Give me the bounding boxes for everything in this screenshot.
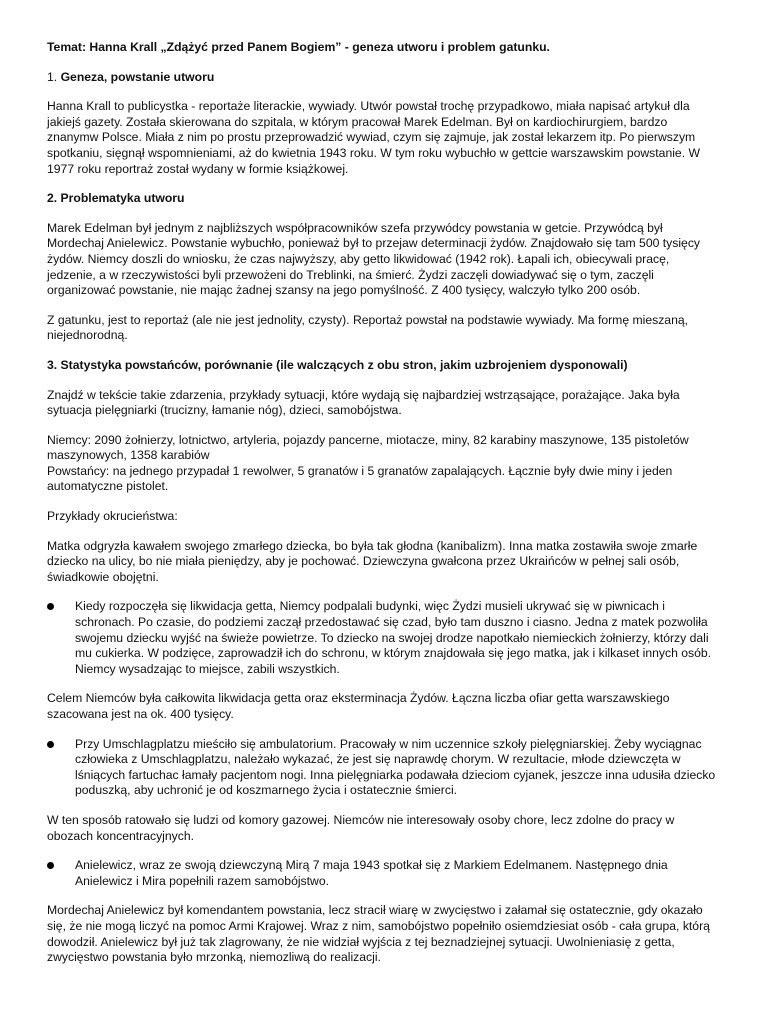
section-3-heading: 3. Statystyka powstańców, porównanie (ile walczących z obu stron, jakim uzbrojeniem dysponowali): [47, 357, 628, 372]
section-2-paragraph-1: Marek Edelman był jednym z najbliższych współpracowników szefa przywódcy powstania w getcie. Przywódcą był Mordechaj Anielewicz. Powstanie wybuchło, ponieważ był to przejaw determinacji żydów. Znajdowało się tam 500 tysięcy żydów. Niemcy doszli do wniosku, że czas najwyższy, aby getto likwidować (1942 rok). Łapali ich, obiecywali pracę, jedzenie, a w rzeczywistości byli przewożeni do Treblinki, na śmierć. Żydzi zaczęli dowiadywać się o tym, zaczęli organizować powstanie, nie mając żadnej szansy na jego pomyślność. Z 400 tysięcy, walczyło tylko 200 osób.: [47, 220, 701, 298]
section-2-paragraph-2: Z gatunku, jest to reportaż (ale nie jest jednolity, czysty). Reportaż powstał na podstawie wywiady. Ma formę mieszaną, niejednorodną.: [47, 312, 689, 343]
bullet-dot-icon: [47, 603, 54, 610]
germans-forces-text: Niemcy: 2090 żołnierzy, lotnictwo, artyleria, pojazdy pancerne, miotacze, miny, 82 karabiny maszynowe, 135 pistoletów maszynowych, 1358 karabiów: [47, 432, 689, 463]
bullet-dot-icon: [47, 741, 54, 748]
section-3-paragraph-1: Znajdź w tekście takie zdarzenia, przykłady sytuacji, które wydają się najbardziej wstrząsające, porażające. Jaka była sytuacja pielęgniarki (trucizny, łamanie nóg), dzieci, samobójstwa.: [47, 387, 680, 418]
section-2-heading: 2. Problematyka utworu: [47, 191, 185, 206]
bullet-item-3: [47, 858, 716, 889]
document-title: Temat: Hanna Krall „Zdążyć przed Panem Bogiem” - geneza utworu i problem gatunku.: [47, 40, 550, 54]
bullet-item-1: [47, 599, 716, 677]
goal-paragraph: Celem Niemców była całkowita likwidacja getta oraz eksterminacja Żydów. Łączna liczba ofiar getta warszawskiego szacowana jest na ok. 400 tysięcy.: [47, 691, 670, 721]
bullet-item-2-text: Przy Umschlagplatzu mieściło się ambulatorium. Pracowały w nim uczennice szkoły pielęgniarskiej. Żeby wyciągnac człowieka z Umschlagplatzu, należało wykazać, że jest się naprawdę chorym. W rezultacie, młode dziewczęta w lśniących fartuchac łamały pacjentom nogi. Inna pielęgniarka podawała dzieciom cyjanek, jeszcze inna udusiła dziecko poduszką, aby uchronić je od koszmarnego życia i ostatecznie śmierci.: [75, 736, 716, 798]
section-1-heading: [47, 70, 716, 86]
mother-paragraph: Matka odgryzła kawałem swojego zmarłego dziecka, bo była tak głodna (kanibalizm). Inna matka zostawiła swoje zmarłe dziecko na ulicy, bo nie miała pieniędzy, aby je pochować. Dziewczyna gwałcona przez Ukraińców w pełnej sali osób, świadkowie obojętni.: [47, 538, 698, 584]
bullet-item-3-text: Anielewicz, wraz ze swoją dziewczyną Mirą 7 maja 1943 spotkał się z Markiem Edelmanem. Następnego dnia Anielewicz i Mira popełnili razem samobójstwo.: [75, 858, 668, 888]
section-1-number: 1.: [47, 69, 61, 84]
bullet-dot-icon: [47, 862, 54, 869]
insurgents-forces-text: Powstańcy: na jednego przypadał 1 rewolwer, 5 granatów i 5 granatów zapalających. Łącznie były dwie miny i jeden automatyczne pistolet.: [47, 463, 673, 494]
section-1-heading-text: Geneza, powstanie utworu: [60, 69, 215, 84]
bullet-item-2: [47, 737, 716, 799]
gas-chamber-paragraph: W ten sposób ratowało się ludzi od komory gazowej. Niemców nie interesowały osoby chore, lecz zdolne do pracy w obozach koncentracyjnych.: [47, 812, 675, 843]
final-paragraph: Mordechaj Anielewicz był komendantem powstania, lecz stracił wiarę w zwycięstwo i załamał się ostatecznie, gdy okazało się, że nie mogą liczyć na pomoc Armi Krajowej. Wraz z nim, samobójstwo popełniło osiemdziesiat osób - cała grupa, którą dowodził. Anielewicz był już tak zlagrowany, że nie widział wyjścia z tej beznadziejnej sytuacji. Uwolnieniasię z getta, zwycięstwo powstania było mrzonką, niemozliwą do realizacji.: [47, 903, 710, 965]
examples-label: Przykłady okrucieństwa:: [47, 509, 178, 524]
bullet-item-1-text: Kiedy rozpoczęła się likwidacja getta, Niemcy podpalali budynki, więc Żydzi musieli ukrywać się w piwnicach i schronach. Po czasie, do podziemi zaczął przedostawać się czad, było tam duszno i ciasno. Jedna z matek pozwoliła swojemu dziecku wyjść na świeże powietrze. To dziecko na swojej drodze napotkało niemieckich żołnierzy, którzy dali mu cukierka. W podzięce, zaprowadził ich do schronu, w którym znajdowała się jego matka, jak i kilkaset innych osób. Niemcy wysadzając to miejsce, zabili wszystkich.: [75, 599, 712, 676]
section-1-paragraph: Hanna Krall to publicystka - reportaże literackie, wywiady. Utwór powstał trochę przypadkowo, miała napisać artykuł dla jakiejś gazety. Została skierowana do szpitala, w którym pracował Marek Edelman. Był on kardiochirurgiem, bardzo znanymw Polsce. Miała z nim po prostu przeprowadzić wywiad, czym się zajmuje, jak został lekarzem itp. Po pierwszym spotkaniu, sięgnął wspomnieniami, aż do kwietnia 1943 roku. W tym roku wybuchło w gettcie warszawskim powstanie. W 1977 roku reportraż został wydany w formie książkowej.: [47, 99, 700, 176]
